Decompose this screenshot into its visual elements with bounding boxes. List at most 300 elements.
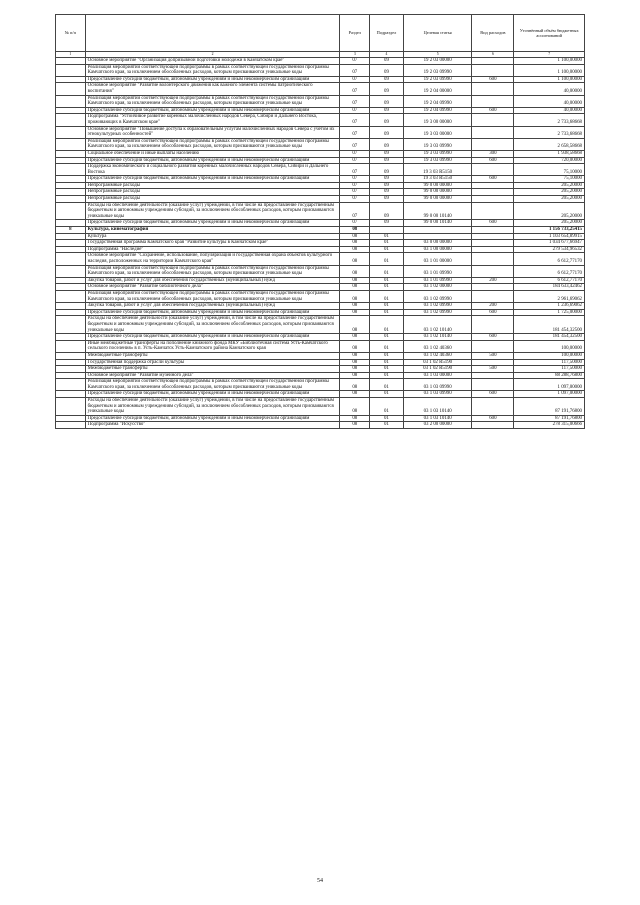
row-amount: 2 658,58668 [514,138,585,150]
row-target-article [403,227,472,234]
row-section: 07 [340,150,370,157]
row-number [56,150,86,157]
row-expense-type [472,95,514,107]
row-subsection: 01 [370,340,404,352]
row-target-article: 19 2 03 09990 [403,64,472,76]
row-name: Предоставление субсидий бюджетным, автономным учреждениям и иным некоммерческим организациям [85,415,340,422]
row-number [56,202,86,220]
row-target-article: 19 2 03 00000 [403,58,472,65]
row-expense-type [472,290,514,302]
row-section: 08 [340,316,370,334]
row-expense-type: 200 [472,303,514,310]
row-target-article: 03 1 02 R5190 [403,366,472,373]
row-expense-type [472,340,514,352]
row-section: 07 [340,58,370,65]
row-amount: 278 315,00666 [514,422,585,429]
row-name: Реализация мероприятий соответствующей подпрограммы в рамках соответствующей государственной программы Камчатского края, за исключением обособленных расходов, которым присваиваются уникальные коды [85,95,340,107]
row-subsection [370,227,404,234]
row-number [56,379,86,391]
row-amount: 205,20000 [514,220,585,227]
row-expense-type [472,64,514,76]
row-expense-type [472,164,514,176]
row-target-article: 03 1 03 10140 [403,398,472,416]
row-section: 07 [340,196,370,203]
row-subsection: 09 [370,196,404,203]
row-target-article: 19 2 04 00000 [403,83,472,95]
row-number [56,58,86,65]
row-expense-type [472,189,514,196]
row-section: 08 [340,277,370,284]
row-target-article: 19 2 04 09990 [403,95,472,107]
row-target-article: 03 1 02 40360 [403,340,472,352]
row-subsection: 01 [370,277,404,284]
row-section: 08 [340,246,370,253]
row-number [56,240,86,247]
row-amount: 75,10000 [514,164,585,176]
row-expense-type [472,316,514,334]
row-subsection: 01 [370,246,404,253]
table-row [56,164,585,176]
header-expense-type: Вид расходов [472,15,514,52]
row-expense-type: 500 [472,352,514,359]
row-target-article: 99 0 00 10140 [403,220,472,227]
row-number [56,95,86,107]
row-section: 08 [340,352,370,359]
table-row [56,340,585,352]
row-subsection: 09 [370,95,404,107]
row-amount: 100,00000 [514,340,585,352]
row-target-article: 03 1 03 09990 [403,379,472,391]
header-target-article: Целевая статья [403,15,472,52]
row-expense-type: 600 [472,107,514,114]
row-amount: 205,20000 [514,189,585,196]
row-name: Непрограммные расходы [85,182,340,189]
table-row [56,372,585,379]
row-name: Предоставление субсидий бюджетным, автономным учреждениям и иным некоммерческим организациям [85,176,340,183]
row-section: 07 [340,176,370,183]
row-subsection: 09 [370,64,404,76]
row-number: 8 [56,227,86,234]
row-name: Предоставление субсидий бюджетным, автономным учреждениям и иным некоммерческим организациям [85,391,340,398]
row-name: Реализация мероприятий соответствующей подпрограммы в рамках соответствующей государственной программы Камчатского края, за исключением обособленных расходов, которым присваиваются уникальные коды [85,379,340,391]
row-target-article: 19 3 03 09990 [403,150,472,157]
index-cell: 1 [56,52,86,58]
row-target-article: 03 1 01 00000 [403,253,472,265]
table-row [56,114,585,126]
row-amount: 720,00000 [514,157,585,164]
row-subsection: 09 [370,114,404,126]
row-expense-type: 600 [472,220,514,227]
row-name: Подпрограмма "Наследие" [85,246,340,253]
row-subsection: 01 [370,398,404,416]
row-section: 07 [340,114,370,126]
row-section: 08 [340,366,370,373]
row-subsection: 01 [370,372,404,379]
row-number [56,64,86,76]
table-row [56,352,585,359]
row-expense-type [472,372,514,379]
row-number [56,398,86,416]
row-amount: 1 103 654,89915 [514,233,585,240]
row-section: 07 [340,107,370,114]
table-row [56,138,585,150]
row-amount: 40,00000 [514,83,585,95]
table-row [56,227,585,234]
row-section: 08 [340,253,370,265]
header-section: Раздел [340,15,370,52]
index-cell: 5 [403,52,472,58]
row-target-article: 03 1 02 09990 [403,290,472,302]
table-row [56,277,585,284]
row-target-article: 03 1 02 R5190 [403,359,472,366]
row-target-article: 99 0 00 00000 [403,196,472,203]
table-row [56,391,585,398]
row-number [56,76,86,83]
row-amount: 2 733,68668 [514,126,585,138]
row-subsection: 09 [370,189,404,196]
table-row [56,202,585,220]
row-number [56,126,86,138]
row-number [56,290,86,302]
row-expense-type [472,196,514,203]
table-row [56,309,585,316]
row-section: 07 [340,64,370,76]
row-expense-type [472,83,514,95]
row-expense-type: 600 [472,309,514,316]
row-name: Закупка товаров, работ и услуг для обеспечения государственных (муниципальных) нужд [85,277,340,284]
row-expense-type: 300 [472,150,514,157]
row-target-article: 03 2 00 00000 [403,422,472,429]
row-amount: 100,00000 [514,352,585,359]
row-subsection: 01 [370,284,404,291]
row-amount: 2 733,68668 [514,114,585,126]
row-name: Межбюджетные трансферты [85,366,340,373]
row-target-article: 19 3 03 R5150 [403,164,472,176]
row-number [56,176,86,183]
row-section: 08 [340,265,370,277]
row-amount: 1 156 733,25415 [514,227,585,234]
row-subsection: 01 [370,391,404,398]
row-section: 07 [340,83,370,95]
row-amount: 205,20000 [514,202,585,220]
table-row [56,176,585,183]
row-amount: 6 612,77170 [514,253,585,265]
row-name: Социальное обеспечение и иные выплаты населению [85,150,340,157]
row-section: 08 [340,334,370,341]
table-row [56,126,585,138]
row-name: Предоставление субсидий бюджетным, автономным учреждениям и иным некоммерческим организациям [85,107,340,114]
row-section: 08 [340,415,370,422]
row-number [56,372,86,379]
row-target-article: 03 1 02 00000 [403,284,472,291]
row-expense-type [472,58,514,65]
row-name: Реализация мероприятий соответствующей подпрограммы в рамках соответствующей государственной программы Камчатского края, за исключением обособленных расходов, которым присваиваются уникальные коды [85,265,340,277]
row-amount: 1 236,69062 [514,303,585,310]
row-name: Предоставление субсидий бюджетным, автономным учреждениям и иным некоммерческим организациям [85,76,340,83]
row-section: 08 [340,398,370,416]
table-row [56,95,585,107]
row-subsection: 01 [370,334,404,341]
row-amount: 117,50000 [514,366,585,373]
row-number [56,246,86,253]
row-section: 07 [340,157,370,164]
table-row [56,379,585,391]
table-row [56,150,585,157]
row-subsection: 01 [370,352,404,359]
row-subsection: 09 [370,138,404,150]
header-amount: Уточнённый объём бюджетных ассигнований [514,15,585,52]
table-row [56,64,585,76]
row-section: 08 [340,240,370,247]
row-expense-type [472,126,514,138]
row-name: Реализация мероприятий соответствующей подпрограммы в рамках соответствующей государственной программы Камчатского края, за исключением обособленных расходов, которым присваиваются уникальные коды [85,138,340,150]
budget-table [55,14,585,429]
row-name: Межбюджетные трансферты [85,352,340,359]
table-row [56,422,585,429]
row-target-article: 19 3 03 R5150 [403,176,472,183]
row-subsection: 01 [370,415,404,422]
row-section: 07 [340,202,370,220]
row-amount: 117,50000 [514,359,585,366]
row-name: Иные межбюджетные трансферты на пополнение книжного фонда МКУ «Библиотечная система Усть-Камчатского сельского поселения» в п. Усть-Камчатск Усть-Камчатского района Камчатского края [85,340,340,352]
row-number [56,391,86,398]
row-amount: 1 034 677,66947 [514,240,585,247]
index-cell: 3 [340,52,370,58]
row-subsection: 09 [370,150,404,157]
table-row [56,334,585,341]
row-amount: 87 191,76800 [514,398,585,416]
row-name: Непрограммные расходы [85,189,340,196]
row-amount: 181 454,32500 [514,334,585,341]
index-cell: 6 [472,52,514,58]
table-row [56,76,585,83]
row-name: Непрограммные расходы [85,196,340,203]
row-section: 08 [340,233,370,240]
row-target-article: 99 0 00 10140 [403,202,472,220]
table-row [56,359,585,366]
row-section: 07 [340,95,370,107]
table-row [56,182,585,189]
row-section: 08 [340,391,370,398]
row-amount: 75,10000 [514,176,585,183]
row-target-article: 19 3 03 00000 [403,126,472,138]
row-amount: 1 097,00000 [514,391,585,398]
table-row [56,240,585,247]
row-expense-type: 600 [472,176,514,183]
row-section: 08 [340,227,370,234]
row-subsection: 01 [370,253,404,265]
row-name: Предоставление субсидий бюджетным, автономным учреждениям и иным некоммерческим организациям [85,334,340,341]
index-cell: 4 [370,52,404,58]
row-name: Подпрограмма "Искусство" [85,422,340,429]
row-amount: 1 100,00000 [514,76,585,83]
row-amount: 1 100,00000 [514,64,585,76]
row-section: 08 [340,284,370,291]
row-subsection: 01 [370,309,404,316]
row-target-article: 03 0 00 00000 [403,240,472,247]
row-number [56,164,86,176]
row-subsection: 01 [370,422,404,429]
table-header [56,15,585,58]
index-cell: 2 [85,52,340,58]
table-row [56,366,585,373]
row-section: 08 [340,379,370,391]
table-row [56,220,585,227]
row-expense-type [472,182,514,189]
row-expense-type [472,227,514,234]
row-section: 07 [340,76,370,83]
row-subsection: 09 [370,202,404,220]
row-amount: 279 534,96532 [514,246,585,253]
row-name: Культура [85,233,340,240]
row-name: Основное мероприятие "Развитие музейного дела" [85,372,340,379]
row-target-article: 03 1 01 09990 [403,265,472,277]
row-subsection: 09 [370,164,404,176]
header-subsection: Подраздел [370,15,404,52]
row-number [56,284,86,291]
row-name: Государственная поддержка отрасли культуры [85,359,340,366]
row-expense-type [472,422,514,429]
row-name: Основное мероприятие "Развитие библиотечного дела" [85,284,340,291]
row-number [56,196,86,203]
row-subsection: 01 [370,303,404,310]
row-expense-type: 600 [472,334,514,341]
row-number [56,189,86,196]
row-amount: 40,00000 [514,95,585,107]
row-subsection: 09 [370,182,404,189]
row-amount: 205,20000 [514,196,585,203]
row-target-article: 03 1 02 09990 [403,303,472,310]
row-section: 07 [340,220,370,227]
index-cell: 7 [514,52,585,58]
row-expense-type [472,233,514,240]
row-number [56,220,86,227]
row-subsection: 01 [370,316,404,334]
row-section: 07 [340,126,370,138]
row-amount: 1 938,58668 [514,150,585,157]
row-number [56,303,86,310]
row-target-article: 99 0 00 00000 [403,189,472,196]
row-expense-type: 200 [472,277,514,284]
row-section: 08 [340,359,370,366]
row-subsection: 09 [370,220,404,227]
row-subsection: 01 [370,233,404,240]
row-section: 08 [340,290,370,302]
row-subsection: 01 [370,359,404,366]
row-section: 08 [340,303,370,310]
row-subsection: 01 [370,379,404,391]
row-expense-type [472,138,514,150]
row-name: Поддержка экономического и социального развития коренных малочисленных народов Севера, Сибири и Дальнего Востока [85,164,340,176]
row-expense-type [472,240,514,247]
row-target-article [403,233,472,240]
row-subsection: 09 [370,107,404,114]
row-subsection: 09 [370,76,404,83]
row-number [56,182,86,189]
row-section: 08 [340,372,370,379]
row-subsection: 09 [370,58,404,65]
row-amount: 184 633,42462 [514,284,585,291]
row-amount: 181 454,32500 [514,316,585,334]
row-section: 07 [340,189,370,196]
row-expense-type [472,265,514,277]
row-name: Реализация мероприятий соответствующей подпрограммы в рамках соответствующей государственной программы Камчатского края, за исключением обособленных расходов, которым присваиваются уникальные коды [85,290,340,302]
table-row [56,58,585,65]
row-amount: 205,20000 [514,182,585,189]
row-number [56,138,86,150]
row-expense-type [472,246,514,253]
row-name: Реализация мероприятий соответствующей подпрограммы в рамках соответствующей государственной программы Камчатского края, за исключением обособленных расходов, которым присваиваются уникальные коды [85,64,340,76]
row-amount: 1 725,00000 [514,309,585,316]
row-amount: 6 612,77170 [514,265,585,277]
row-section: 07 [340,182,370,189]
row-subsection: 09 [370,157,404,164]
row-name: Государственная программа Камчатского края "Развитие культуры в Камчатском крае" [85,240,340,247]
row-amount: 6 612,77170 [514,277,585,284]
row-expense-type [472,114,514,126]
row-name: Расходы на обеспечение деятельности (оказание услуг) учреждений, в том числе на предоставление государственным бюджетным и автономным учреждениям субсидий, за исключением обособленных расходов, которым присваиваются уникальные коды [85,398,340,416]
table-row [56,233,585,240]
table-row [56,284,585,291]
row-number [56,83,86,95]
row-expense-type: 600 [472,157,514,164]
table-row [56,196,585,203]
table-row [56,107,585,114]
page-number: 54 [317,878,323,884]
table-row [56,253,585,265]
table-row [56,398,585,416]
row-subsection: 09 [370,126,404,138]
row-name: Расходы на обеспечение деятельности (оказание услуг) учреждений, в том числе на предоставление государственным бюджетным и автономным учреждениям субсидий, за исключением обособленных расходов, которым присваиваются уникальные коды [85,316,340,334]
row-target-article: 19 3 00 00000 [403,114,472,126]
row-amount: 1 097,00000 [514,379,585,391]
row-number [56,277,86,284]
row-name: Подпрограмма "Устойчивое развитие коренных малочисленных народов Севера, Сибири и Дальнего Востока, проживающих в Камчатском крае" [85,114,340,126]
row-name: Расходы на обеспечение деятельности (оказание услуг) учреждений, в том числе на предоставление государственным бюджетным и автономным учреждениям субсидий, за исключением обособленных расходов, которым присваиваются уникальные коды [85,202,340,220]
row-number [56,233,86,240]
row-number [56,422,86,429]
row-subsection: 01 [370,240,404,247]
header-row [56,15,585,52]
row-number [56,340,86,352]
row-section: 07 [340,164,370,176]
table-row [56,157,585,164]
row-number [56,359,86,366]
row-name: Предоставление субсидий бюджетным, автономным учреждениям и иным некоммерческим организациям [85,309,340,316]
table-row [56,316,585,334]
row-name: Предоставление субсидий бюджетным, автономным учреждениям и иным некоммерческим организациям [85,220,340,227]
row-amount: 87 191,76800 [514,415,585,422]
table-row [56,189,585,196]
row-target-article: 19 3 03 09990 [403,138,472,150]
row-target-article: 03 1 01 09990 [403,277,472,284]
row-number [56,334,86,341]
row-target-article: 03 1 00 00000 [403,246,472,253]
row-number [56,309,86,316]
table-row [56,83,585,95]
row-target-article: 03 1 03 00000 [403,372,472,379]
row-target-article: 19 3 03 09990 [403,157,472,164]
row-name: Основное мероприятие "Повышение доступа к образовательным услугам малочисленных народов Севера с учетом их этнокультурных особенностей" [85,126,340,138]
row-name: Основное мероприятие "Организация допризывной подготовки молодежи в Камчатском крае" [85,58,340,65]
table-row [56,303,585,310]
row-name: Основное мероприятие "Развитие волонтерского движения как важного элемента системы патриотического воспитания" [85,83,340,95]
row-target-article: 03 1 02 10140 [403,334,472,341]
table-body [56,58,585,429]
row-number [56,253,86,265]
table-row [56,415,585,422]
table-row [56,246,585,253]
